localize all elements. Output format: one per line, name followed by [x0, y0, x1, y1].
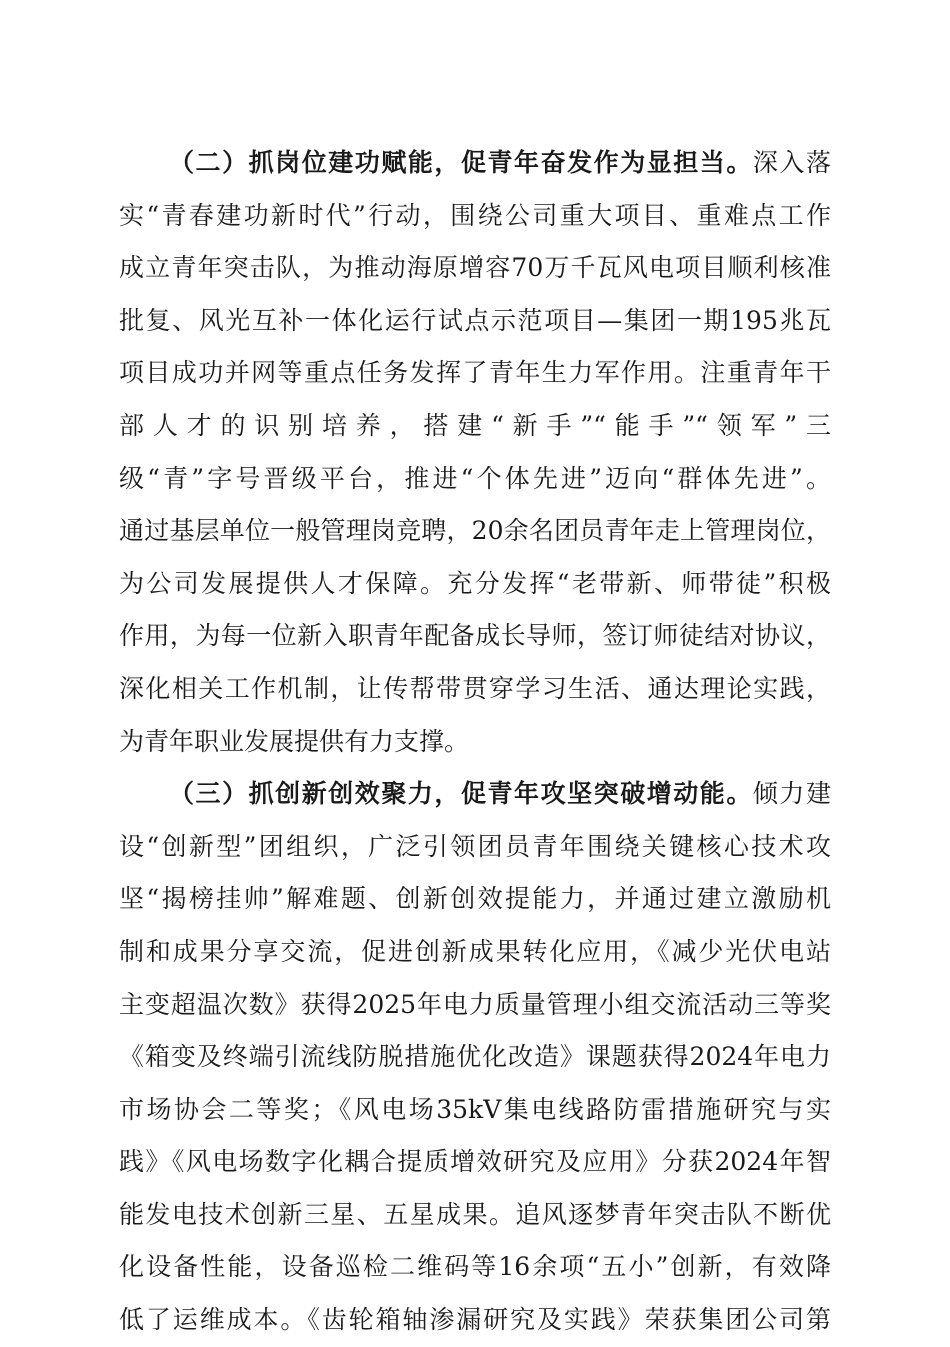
- paragraph-2-heading: （二）抓岗位建功赋能，促青年奋发作为显担当。: [169, 148, 753, 177]
- paragraph-2-line-9: 为公司发展提供人才保障。充分发挥“老带新、师带徒”积极: [119, 568, 831, 598]
- paragraph-3-line-9: 能发电技术创新三星、五星成果。追风逐梦青年突击队不断优: [119, 1199, 831, 1229]
- paragraph-3-line-3: 坚“揭榜挂帅”解难题、创新创效提能力，并通过建立激励机: [119, 884, 831, 914]
- paragraph-3-line-5: 主变超温次数》获得2025年电力质量管理小组交流活动三等奖: [119, 989, 831, 1019]
- paragraph-2-line-5: 项目成功并网等重点任务发挥了青年生力军作用。注重青年干: [119, 358, 831, 388]
- paragraph-2-line-3: 成立青年突击队，为推动海原增容70万千瓦风电项目顺利核准: [119, 253, 831, 283]
- paragraph-3-line-6: 《箱变及终端引流线防脱措施优化改造》课题获得2024年电力: [119, 1042, 831, 1072]
- paragraph-2-line-11: 深化相关工作机制，让传帮带贯穿学习生活、通达理论实践，: [119, 673, 831, 703]
- paragraph-3-line-8: 践》《风电场数字化耦合提质增效研究及应用》分获2024年智: [119, 1147, 831, 1177]
- paragraph-2-line-12: 为青年职业发展提供有力支撑。: [119, 726, 470, 756]
- paragraph-2-line-8: 通过基层单位一般管理岗竞聘，20余名团员青年走上管理岗位，: [119, 516, 831, 546]
- paragraph-2-line-6: 部人才的识别培养，搭建“新手”“能手”“领军”三: [119, 410, 831, 440]
- document-body: [119, 137, 831, 1347]
- paragraph-3-line-10: 化设备性能，设备巡检二维码等16余项“五小”创新，有效降: [119, 1252, 831, 1282]
- paragraph-3-line-2: 设“创新型”团组织，广泛引领团员青年围绕关键核心技术攻: [119, 831, 831, 861]
- paragraph-3-line-11: 低了运维成本。《齿轮箱轴渗漏研究及实践》荣获集团公司第: [119, 1305, 831, 1335]
- paragraph-3-line-1-text: 倾力建: [752, 779, 831, 809]
- paragraph-2-line-2: 实“青春建功新时代”行动，围绕公司重大项目、重难点工作: [119, 200, 831, 230]
- paragraph-2-line-1: [119, 137, 831, 190]
- paragraph-2-line-4: 批复、风光互补一体化运行试点示范项目—集团一期195兆瓦: [119, 305, 831, 335]
- paragraph-2-line-7: 级“青”字号晋级平台，推进“个体先进”迈向“群体先进”。: [119, 463, 831, 493]
- paragraph-3-heading: （三）抓创新创效聚力，促青年攻坚突破增动能。: [169, 779, 753, 809]
- paragraph-3-line-4: 制和成果分享交流，促进创新成果转化应用，《减少光伏电站: [119, 936, 831, 966]
- paragraph-3-line-1: [119, 768, 831, 821]
- paragraph-2-line-1-text: 深入落: [752, 148, 831, 177]
- paragraph-2-line-10: 作用，为每一位新入职青年配备成长导师，签订师徒结对协议，: [119, 621, 831, 651]
- paragraph-3-line-7: 市场协会二等奖；《风电场35kV集电线路防雷措施研究与实: [119, 1094, 831, 1124]
